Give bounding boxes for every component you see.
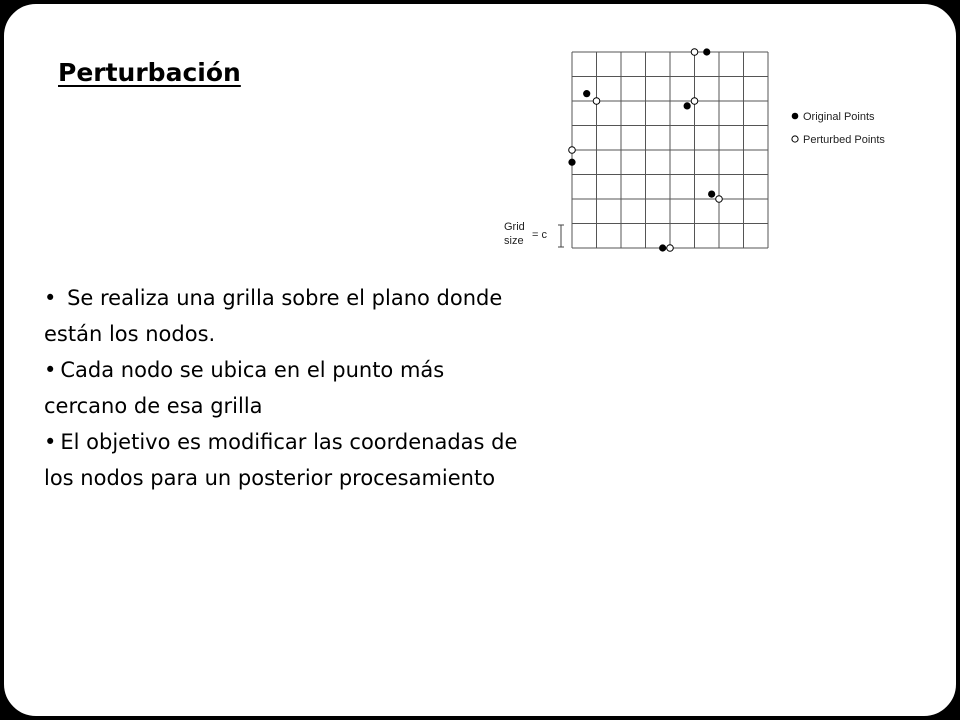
bullet-marker: • xyxy=(44,286,57,310)
grid-size-annotation xyxy=(504,221,564,247)
slide-title: Perturbación xyxy=(58,58,241,87)
original-point xyxy=(703,48,710,55)
grid-size-label-eq: = c xyxy=(532,229,547,241)
bullet-text: El objetivo es modificar las coordenadas de los nodos para un posterior procesamiento xyxy=(44,430,518,490)
grid-layer xyxy=(572,52,768,248)
original-point xyxy=(659,244,666,251)
perturbed-point xyxy=(667,245,674,252)
legend-perturbed-label: Perturbed Points xyxy=(803,134,885,146)
legend xyxy=(792,111,886,146)
bullet-item xyxy=(44,352,534,424)
bullet-list xyxy=(44,280,534,496)
perturbed-point xyxy=(691,49,698,56)
legend-original-marker xyxy=(792,113,799,120)
perturbed-point xyxy=(569,147,576,154)
grid-perturbation-figure xyxy=(494,42,914,262)
legend-perturbed-marker xyxy=(792,136,798,142)
bullet-marker: • xyxy=(44,430,57,454)
slide xyxy=(2,2,958,718)
original-point xyxy=(568,159,575,166)
bullet-text: Se realiza una grilla sobre el plano donde están los nodos. xyxy=(44,286,503,346)
perturbed-point xyxy=(593,98,600,105)
grid-size-label-line1: Grid xyxy=(504,221,525,233)
original-point xyxy=(708,191,715,198)
figure-svg xyxy=(494,42,914,262)
perturbed-point xyxy=(716,196,723,203)
bullet-item xyxy=(44,280,534,352)
original-point xyxy=(583,90,590,97)
bullet-marker: • xyxy=(44,358,57,382)
original-point xyxy=(684,102,691,109)
perturbed-point xyxy=(691,98,698,105)
bullet-item xyxy=(44,424,534,496)
grid-size-label-line2: size xyxy=(504,235,524,247)
bullet-text: Cada nodo se ubica en el punto más cercano de esa grilla xyxy=(44,358,445,418)
legend-original-label: Original Points xyxy=(803,111,875,123)
